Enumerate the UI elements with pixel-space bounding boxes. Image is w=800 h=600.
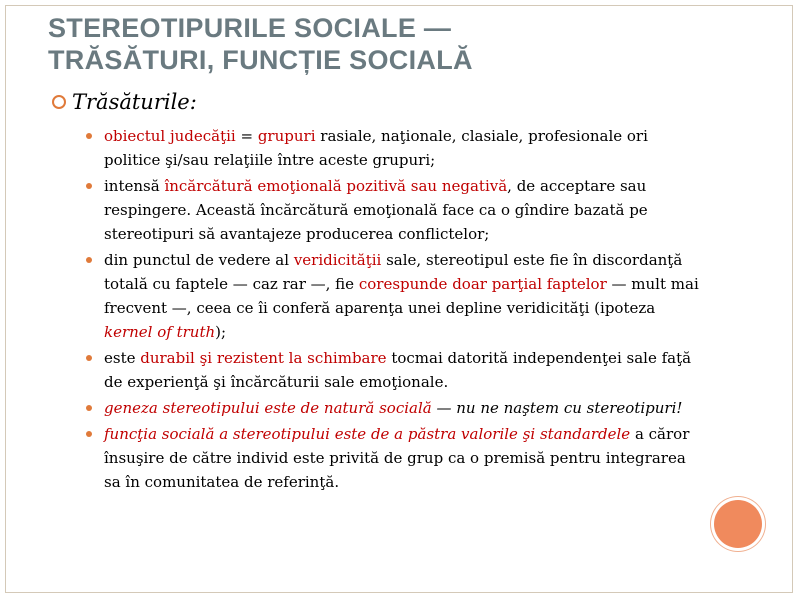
bullet-dot-icon — [86, 431, 92, 437]
list-item — [86, 396, 706, 420]
list-item — [86, 346, 706, 394]
item-text: corespunde doar parţial faptelor — [358, 275, 607, 293]
item-text: din punctul de vedere al — [104, 251, 294, 269]
bullet-dot-icon — [86, 257, 92, 263]
bullet-dot-icon — [86, 355, 92, 361]
item-text: funcţia socială a stereotipului este de a păstra valorile şi standardele — [104, 425, 631, 443]
bullet-dot-icon — [86, 405, 92, 411]
bullet-dot-icon — [86, 133, 92, 139]
item-text: — mult mai frecvent —, ceea ce îi conferă aparenţa unei depline veridicităţi (ipoteza — [104, 275, 699, 317]
bullet-dot-icon — [86, 183, 92, 189]
item-text: = — [235, 127, 258, 145]
list-item — [86, 174, 706, 246]
title-line-2: TRĂSĂTURI, FUNCȚIE SOCIALĂ — [48, 45, 473, 75]
item-text: a căror însuşire de către individ este privită de grup ca o premisă pentru integrarea sa în comunitatea de referinţă. — [104, 425, 690, 491]
item-text: — nu ne naştem cu stereotipuri! — [431, 399, 683, 417]
title-line-1: STEREOTIPURILE SOCIALE — — [48, 13, 452, 43]
level1-bullet — [52, 90, 197, 114]
item-text: este — [104, 349, 141, 367]
item-text: veridicităţii — [293, 251, 382, 269]
traits-list — [86, 124, 706, 496]
item-text: grupuri — [257, 127, 316, 145]
slide-title — [48, 12, 728, 76]
list-item — [86, 124, 706, 172]
item-text: sale, stereotipul este fie în discordanţă totală cu faptele — caz rar —, fie — [104, 251, 683, 293]
item-text: ); — [215, 323, 227, 341]
item-text: durabil şi rezistent la schimbare — [140, 349, 387, 367]
item-text: intensă — [104, 177, 165, 195]
item-text: rasiale, naţionale, clasiale, profesionale ori politice şi/sau relaţiile între aceste grupuri; — [104, 127, 648, 169]
item-text: kernel of truth — [104, 323, 216, 341]
level1-label: Trăsăturile: — [72, 90, 197, 114]
item-text: geneza stereotipului este de natură socială — [104, 399, 432, 417]
decorative-circle — [714, 500, 762, 548]
list-item — [86, 422, 706, 494]
item-text: , de acceptare sau respingere. Această încărcătură emoţională face ca o gîndire bazată pe stereotipuri să avantajeze producerea conflictelor; — [104, 177, 648, 243]
ring-bullet-icon — [52, 95, 66, 109]
list-item — [86, 248, 706, 344]
item-text: tocmai datorită independenţei sale faţă de experienţă şi încărcăturii sale emoţionale. — [104, 349, 692, 391]
item-text: obiectul judecăţii — [104, 127, 236, 145]
item-text: încărcătură emoţională pozitivă sau negativă — [164, 177, 508, 195]
